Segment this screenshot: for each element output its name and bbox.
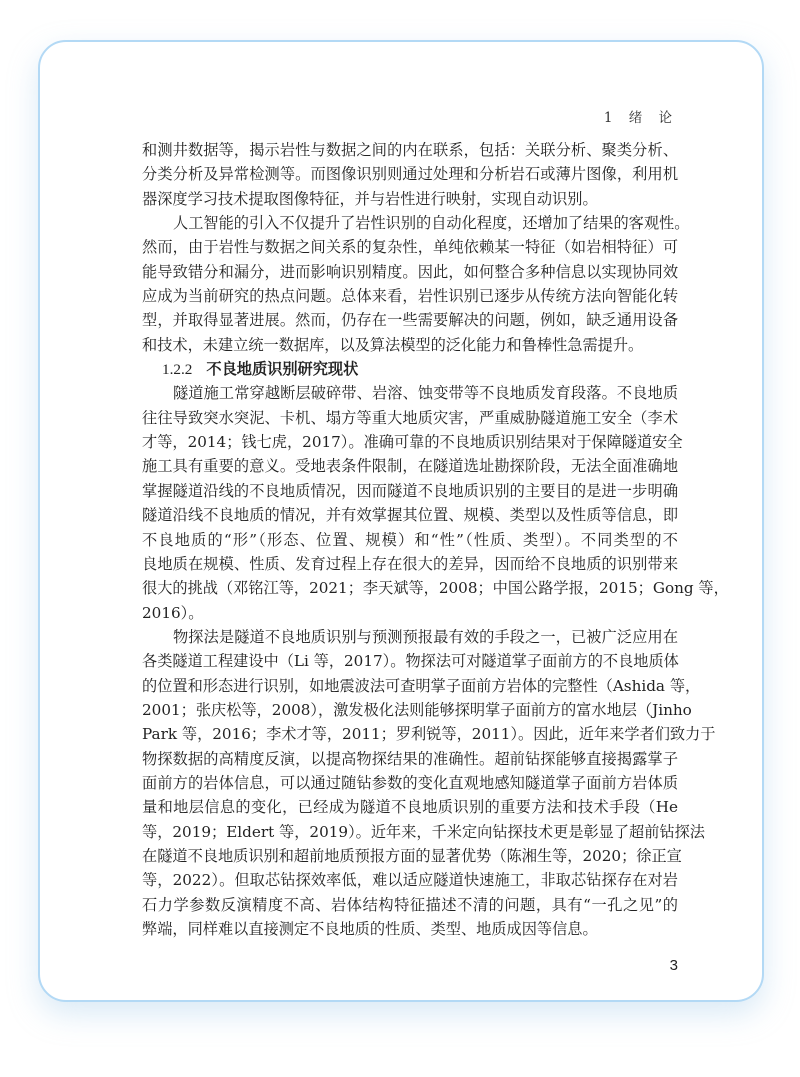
text-line: 隧道沿线不良地质的情况，并有效掌握其位置、规模、类型以及性质等信息，即 (142, 506, 678, 525)
section-title: 不良地质识别研究现状 (206, 360, 359, 379)
text-line: Park 等，2016；李术才等，2011；罗利锐等，2011）。因此，近年来学者们致力于 (142, 725, 716, 744)
running-head: 1 绪 论 (603, 110, 678, 126)
text-line: 分类分析及异常检测等。而图像识别则通过处理和分析岩石或薄片图像，利用机 (142, 165, 678, 184)
text-line: 型，并取得显著进展。然而，仍存在一些需要解决的问题，例如，缺乏通用设备 (142, 311, 678, 330)
text-line: 很大的挑战（邓铭江等，2021；李天斌等，2008；中国公路学报，2015；Gong 等， (142, 579, 729, 598)
text-line: 各类隧道工程建设中（Li 等，2017）。物探法可对隧道掌子面前方的不良地质体 (142, 652, 679, 671)
text-line: 才等，2014；钱七虎，2017）。准确可靠的不良地质识别结果对于保障隧道安全 (142, 433, 683, 452)
body-text (142, 138, 729, 941)
text-line: 2001；张庆松等，2008），激发极化法则能够探明掌子面前方的富水地层（Jinho (142, 700, 692, 719)
text-line: 弊端，同样难以直接测定不良地质的性质、类型、地质成因等信息。 (142, 920, 598, 938)
section-number: 1.2.2 (162, 361, 193, 379)
text-line: 良地质在规模、性质、发育过程上存在很大的差异，因而给不良地质的识别带来 (142, 554, 678, 573)
text-line: 施工具有重要的意义。受地表条件限制，在隧道选址勘探阶段，无法全面准确地 (142, 457, 678, 476)
text-line: 器深度学习技术提取图像特征，并与岩性进行映射，实现自动识别。 (142, 189, 598, 208)
text-line: 量和地层信息的变化，已经成为隧道不良地质识别的重要方法和技术手段（He (142, 798, 678, 817)
text-line: 人工智能的引入不仅提升了岩性识别的自动化程度，还增加了结果的客观性。 (173, 214, 690, 233)
text-line: 的位置和形态进行识别，如地震波法可查明掌子面前方岩体的完整性（Ashida 等， (142, 676, 701, 695)
text-line: 不良地质的“形”（形态、位置、规模）和“性”（性质、类型）。不同类型的不 (142, 530, 678, 549)
text-line: 面前方的岩体信息，可以通过随钻参数的变化直观地感知隧道掌子面前方岩体质 (142, 773, 678, 792)
text-line: 和技术，未建立统一数据库，以及算法模型的泛化能力和鲁棒性急需提升。 (142, 335, 644, 354)
page-number: 3 (669, 957, 678, 974)
text-line: 然而，由于岩性与数据之间关系的复杂性，单纯依赖某一特征（如岩相特征）可 (142, 238, 678, 257)
text-line: 隧道施工常穿越断层破碎带、岩溶、蚀变带等不良地质发育段落。不良地质 (173, 384, 678, 403)
text-line: 物探数据的高精度反演，以提高物探结果的准确性。超前钻探能够直接揭露掌子 (142, 749, 678, 768)
paragraph (142, 138, 678, 211)
text-line: 物探法是隧道不良地质识别与预测预报最有效的手段之一，已被广泛应用在 (173, 627, 678, 646)
text-line: 和测井数据等，揭示岩性与数据之间的内在联系，包括：关联分析、聚类分析、 (142, 141, 678, 159)
text-line: 往往导致突水突泥、卡机、塌方等重大地质灾害，严重威胁隧道施工安全（李术 (142, 408, 678, 427)
section-heading (142, 357, 678, 381)
text-line: 能导致错分和漏分，进而影响识别精度。因此，如何整合多种信息以实现协同效 (142, 262, 678, 281)
text-line: 等，2019；Eldert 等，2019）。近年来，千米定向钻探技术更是彰显了超前钻探法 (142, 822, 705, 841)
text-line: 2016）。 (142, 603, 204, 622)
text-line: 应成为当前研究的热点问题。总体来看，岩性识别已逐步从传统方法向智能化转 (142, 287, 678, 306)
paragraph (142, 381, 729, 624)
text-line: 石力学参数反演精度不高、岩体结构特征描述不清的问题，具有“一孔之见”的 (142, 895, 678, 914)
text-line: 在隧道不良地质识别和超前地质预报方面的显著优势（陈湘生等，2020；徐正宣 (142, 846, 682, 865)
paragraph (142, 625, 716, 941)
paragraph (142, 211, 690, 357)
text-line: 等，2022）。但取芯钻探效率低，难以适应隧道快速施工，非取芯钻探存在对岩 (142, 871, 678, 890)
text-line: 掌握隧道沿线的不良地质情况，因而隧道不良地质识别的主要目的是进一步明确 (142, 481, 678, 500)
